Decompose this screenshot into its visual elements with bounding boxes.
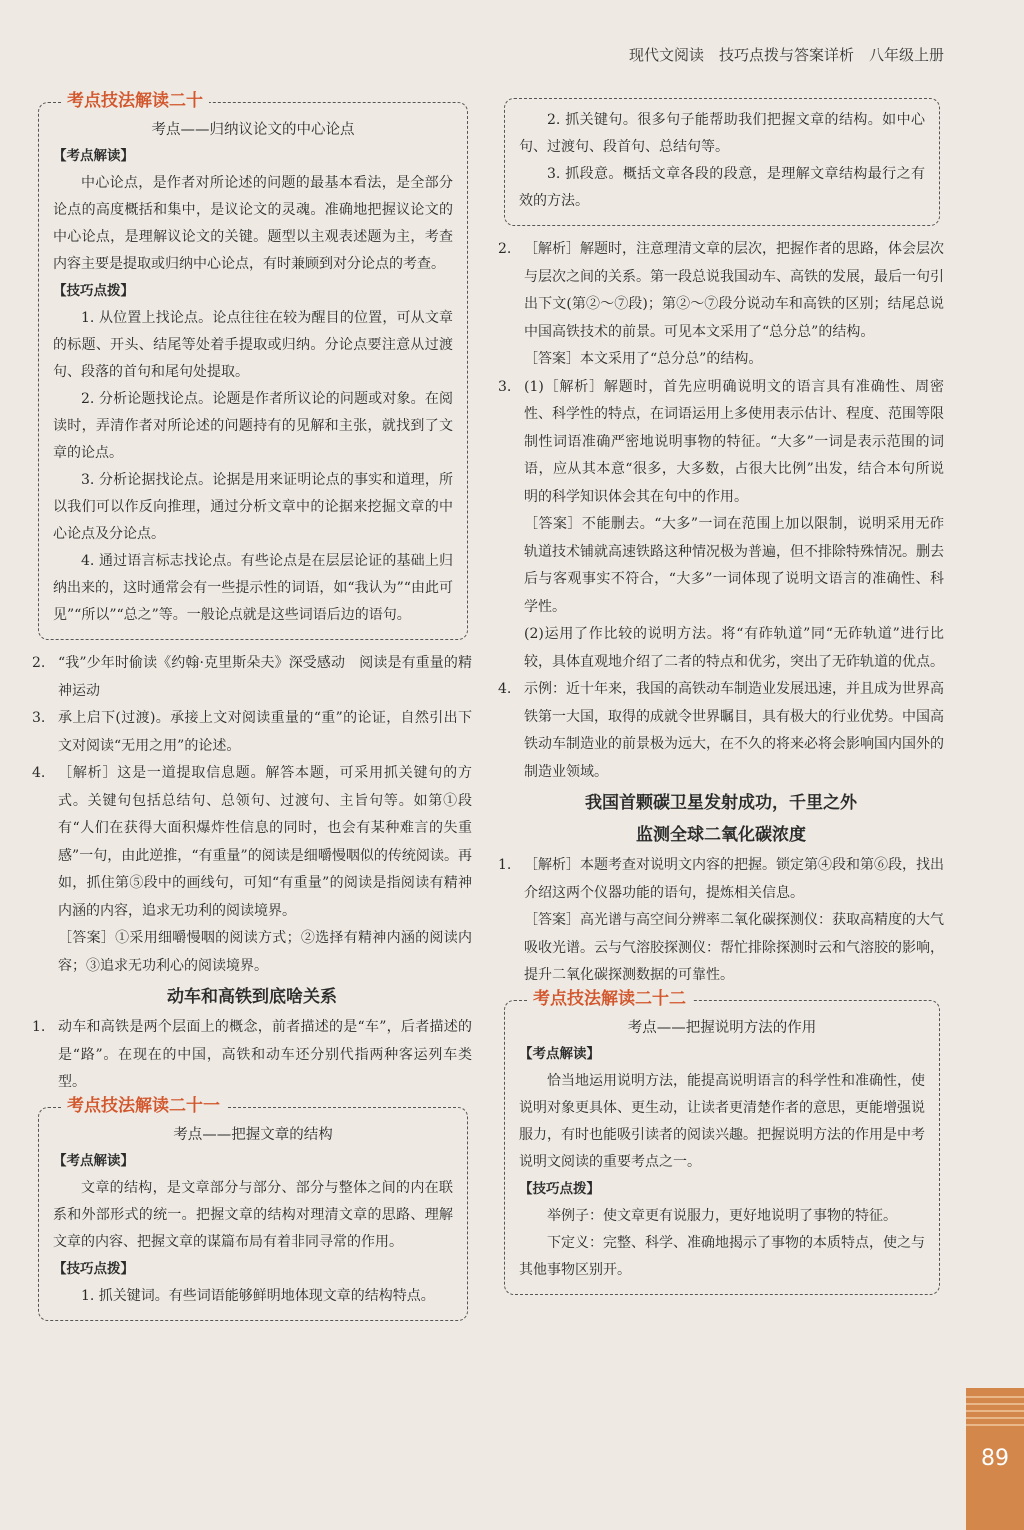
- item-text: 承上启下(过渡)。承接上文对阅读重量的“重”的论证，自然引出下文对阅读“无用之用”的论述。: [58, 710, 472, 754]
- right-column: [498, 92, 944, 1305]
- paragraph: 4. 通过语言标志找论点。有些论点是在层层论证的基础上归纳出来的，这时通常会有一些提示性的词语，如“我认为”“由此可见”“所以”“总之”等。一般论点就是这些词语后边的语句。: [53, 553, 453, 623]
- section-tag: 【考点解读】: [519, 1045, 600, 1062]
- tip-box-title: 考点技法解读二十: [61, 91, 209, 111]
- tip-box-title: 考点技法解读二十一: [61, 1096, 226, 1116]
- tip-box-21: [38, 1095, 468, 1321]
- paragraph: 恰当地运用说明方法，能提高说明语言的科学性和准确性，使说明对象更具体、更生动，让读者更清楚作者的意思，更能增强说服力，有时也能吸引读者的阅读兴趣。把握说明方法的作用是中考说明文阅读的重要考点之一。: [519, 1072, 925, 1170]
- section-tag: 【技巧点拨】: [53, 283, 134, 299]
- answer-text: ［答案］本文采用了“总分总”的结构。: [524, 351, 763, 367]
- section-title-line2: 监测全球二氧化碳浓度: [636, 825, 806, 845]
- section-title: 动车和高铁到底啥关系: [167, 987, 337, 1007]
- tip-box-subtitle: 考点——把握文章的结构: [173, 1126, 333, 1143]
- item-number: 4.: [498, 681, 512, 697]
- item-number: 4.: [32, 765, 46, 781]
- tip-box-21-continued: [504, 98, 940, 226]
- paragraph: 3. 分析论据找论点。论据是用来证明论点的事实和道理，所以我们可以作反向推理，通过分析文章中的论据来挖掘文章的中心论点及分论点。: [53, 472, 453, 542]
- item-number: 3.: [498, 378, 512, 395]
- answer-text: (2)运用了作比较的说明方法。将“有砟轨道”同“无砟轨道”进行比较，具体直观地介绍了二者的特点和优劣，突出了无砟轨道的优点。: [524, 626, 944, 670]
- item-text: 示例：近十年来，我国的高铁动车制造业发展迅速，并且成为世界高铁第一大国，取得的成就令世界瞩目，具有极大的行业优势。中国高铁动车制造业的前景极为远大，在不久的将来必将会影响国内国外的制造业领域。: [524, 681, 944, 780]
- item-number: 2.: [498, 241, 512, 257]
- tip-box-title: 考点技法解读二十二: [527, 989, 692, 1009]
- item-number: 2.: [32, 655, 46, 671]
- section-tag: 【技巧点拨】: [519, 1180, 600, 1197]
- section-tag: 【考点解读】: [53, 1152, 134, 1169]
- paragraph: 1. 从位置上找论点。论点往往在较为醒目的位置，可从文章的标题、开头、结尾等处着手提取或归纳。分论点要注意从过渡句、段落的首句和尾句处提取。: [53, 310, 453, 380]
- paragraph: 3. 抓段意。概括文章各段的段意，是理解文章结构最行之有效的方法。: [519, 166, 925, 209]
- paragraph: 中心论点，是作者对所论述的问题的最基本看法，是全部分论点的高度概括和集中，是议论文的灵魂。准确地把握议论文的中心论点，是理解议论文的关键。题型以主观表述题为主，考查内容主要是提取或归纳中心论点，有时兼顾到对分论点的考查。: [53, 175, 453, 272]
- answer-item-3: [498, 374, 944, 512]
- item-number: 3.: [32, 710, 46, 726]
- paragraph: 下定义：完整、科学、准确地揭示了事物的本质特点，使之与其他事物区别开。: [519, 1234, 925, 1278]
- answer-item-3: [32, 705, 472, 760]
- paragraph: 举例子：使文章更有说服力，更好地说明了事物的特征。: [547, 1207, 897, 1224]
- item-number: 1.: [498, 857, 512, 873]
- answer-item-2: [498, 236, 944, 346]
- item-text: (1)［解析］解题时，首先应明确说明文的语言具有准确性、周密性、科学性的特点，在词语运用上多使用表示估计、程度、范围等限制性词语准确严密地说明事物的特征。“大多”一词是表示范围的词语，应从其本意“很多，大多数，占很大比例”出发，结合本句所说明的科学知识体会其在句中的作用。: [524, 378, 944, 505]
- tip-box-22: [504, 988, 940, 1295]
- answer-text: ［答案］不能删去。“大多”一词在范围上加以限制，说明采用无砟轨道技术铺就高速铁路这种情况极为普遍，但不排除特殊情况。删去后与客观事实不符合，“大多”一词体现了说明文语言的准确性、科学性。: [524, 516, 944, 615]
- answer-text: ［答案］①采用细嚼慢咽的阅读方式；②选择有精神内涵的阅读内容；③追求无功利心的阅读境界。: [58, 930, 472, 974]
- page-tab-stripes: [966, 1396, 1024, 1426]
- answer-item-1: [32, 1014, 472, 1097]
- section-tag: 【技巧点拨】: [53, 1260, 134, 1277]
- paragraph: 2. 抓关键句。很多句子能帮助我们把握文章的结构。如中心句、过渡句、段首句、总结句等。: [519, 112, 925, 155]
- answer-text: ［答案］高光谱与高空间分辨率二氧化碳探测仪：获取高精度的大气吸收光谱。云与气溶胶探测仪：帮忙排除探测时云和气溶胶的影响，提升二氧化碳探测数据的可靠性。: [524, 912, 944, 983]
- paragraph: 文章的结构，是文章部分与部分、部分与整体之间的内在联系和外部形式的统一。把握文章的结构对理清文章的思路、理解文章的内容、把握文章的谋篇布局有着非同寻常的作用。: [53, 1179, 453, 1250]
- item-text: 动车和高铁是两个层面上的概念，前者描述的是“车”，后者描述的是“路”。在现在的中国，高铁和动车还分别代指两种客运列车类型。: [58, 1019, 472, 1090]
- paragraph: 2. 分析论题找论点。论题是作者所议论的问题或对象。在阅读时，弄清作者对所论述的问题持有的见解和主张，就找到了文章的论点。: [53, 391, 453, 461]
- section-tag: 【考点解读】: [53, 148, 134, 164]
- item-text: ［解析］这是一道提取信息题。解答本题，可采用抓关键句的方式。关键句包括总结句、总领句、过渡句、主旨句等。如第①段有“人们在获得大面积爆炸性信息的同时，也会有某种难言的失重感”一句，由此逆推，“有重量”的阅读是细嚼慢咽似的传统阅读。再如，抓住第⑤段中的画线句，可知“有重量”的阅读是指阅读有精神内涵的内容，追求无功利的阅读境界。: [58, 765, 472, 919]
- page-tab: [966, 1388, 1024, 1530]
- item-text: ［解析］解题时，注意理清文章的层次，把握作者的思路，体会层次与层次之间的关系。第一段总说我国动车、高铁的发展，最后一句引出下文(第②～⑦段)；第②～⑦段分说动车和高铁的区别；结尾总说中国高铁技术的前景。可见本文采用了“总分总”的结构。: [524, 241, 944, 340]
- section-title-line1: 我国首颗碳卫星发射成功，千里之外: [585, 793, 857, 813]
- running-header: 现代文阅读 技巧点拨与答案详析 八年级上册: [628, 46, 944, 64]
- left-column: [32, 92, 472, 1331]
- answer-item-2: [32, 650, 472, 705]
- tip-box-subtitle: 考点——把握说明方法的作用: [627, 1019, 817, 1036]
- answer-item-4: [32, 760, 472, 925]
- tip-box-subtitle: 考点——归纳议论文的中心论点: [151, 122, 355, 138]
- answer-item-1: [498, 852, 944, 907]
- page-number: 89: [981, 1446, 1009, 1471]
- answer-item-4: [498, 676, 944, 786]
- paragraph: 1. 抓关键词。有些词语能够鲜明地体现文章的结构特点。: [81, 1287, 435, 1304]
- tip-box-20: [38, 91, 468, 640]
- item-text: “我”少年时偷读《约翰·克里斯朵夫》深受感动 阅读是有重量的精神运动: [58, 655, 472, 699]
- item-number: 1.: [32, 1019, 46, 1035]
- item-text: ［解析］本题考查对说明文内容的把握。锁定第④段和第⑥段，找出介绍这两个仪器功能的语句，提炼相关信息。: [524, 857, 944, 901]
